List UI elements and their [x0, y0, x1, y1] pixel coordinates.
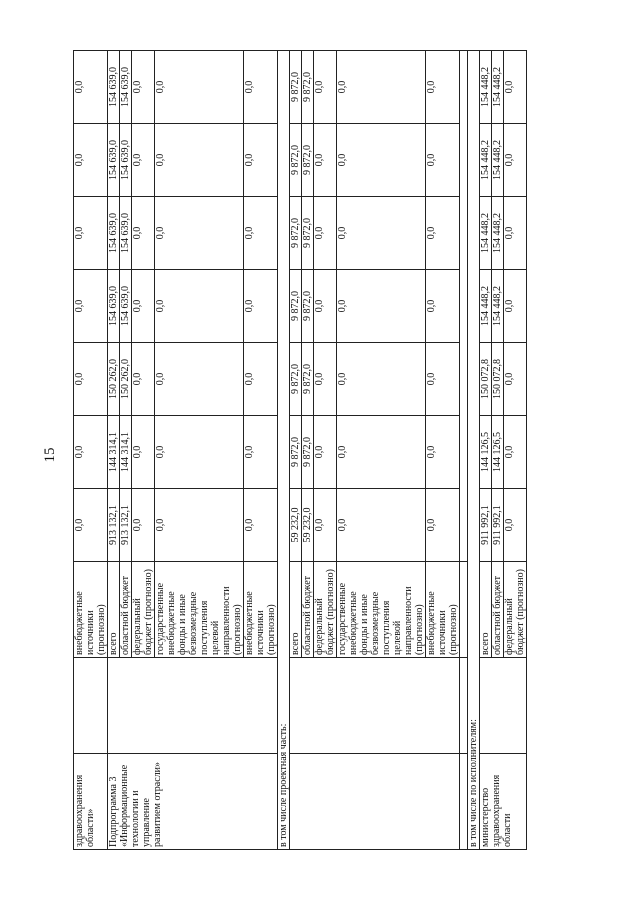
value-cell: 0,0	[426, 343, 460, 416]
value-cell: 154 639,0	[120, 270, 132, 343]
value-cell: 0,0	[132, 416, 155, 489]
value-cell: 9 872,0	[290, 51, 302, 124]
value-cell: 0,0	[426, 416, 460, 489]
value-cell: 154 448,2	[480, 270, 492, 343]
value-cell: 0,0	[132, 197, 155, 270]
value-cell: 154 448,2	[492, 51, 504, 124]
value-cell: 913 132,1	[120, 489, 132, 562]
source-label: всего	[480, 562, 492, 658]
value-cell: 0,0	[74, 124, 108, 197]
source-label: всего	[290, 562, 302, 658]
source-label: федеральный бюджет (прогнозно)	[504, 562, 527, 658]
value-cell: 154 639,0	[108, 51, 120, 124]
empty-cell	[290, 754, 460, 850]
value-cell: 0,0	[337, 197, 426, 270]
value-cell: 59 232,0	[290, 489, 302, 562]
table-row	[480, 51, 492, 850]
value-cell: 0,0	[132, 270, 155, 343]
value-cell: 0,0	[74, 416, 108, 489]
value-cell: 0,0	[314, 51, 337, 124]
value-cell: 0,0	[74, 343, 108, 416]
value-cell: 154 639,0	[120, 197, 132, 270]
value-cell: 0,0	[74, 489, 108, 562]
value-cell: 913 132,1	[108, 489, 120, 562]
value-cell: 154 448,2	[480, 51, 492, 124]
source-label: внебюджетные источники (прогнозно)	[426, 562, 460, 658]
table-row	[108, 51, 120, 850]
value-cell: 9 872,0	[302, 343, 314, 416]
value-cell: 154 448,2	[492, 197, 504, 270]
value-cell: 0,0	[504, 124, 527, 197]
executor-cell	[74, 658, 108, 754]
value-cell: 0,0	[244, 270, 278, 343]
value-cell: 144 314,1	[120, 416, 132, 489]
source-label: федеральный бюджет (прогнозно)	[314, 562, 337, 658]
value-cell: 154 448,2	[492, 124, 504, 197]
program-cell: Подпрограмма 3 «Информационные технологии и управление развитием отрасли»	[108, 754, 278, 850]
value-cell: 911 992,1	[480, 489, 492, 562]
value-cell: 150 072,8	[480, 343, 492, 416]
value-cell: 0,0	[155, 270, 244, 343]
value-cell: 911 992,1	[492, 489, 504, 562]
spacer-cell	[460, 658, 468, 754]
value-cell: 154 639,0	[108, 270, 120, 343]
source-label: областной бюджет	[120, 562, 132, 658]
value-cell: 154 448,2	[480, 124, 492, 197]
value-cell: 0,0	[244, 197, 278, 270]
value-cell: 0,0	[132, 124, 155, 197]
value-cell: 0,0	[155, 416, 244, 489]
value-cell: 0,0	[426, 489, 460, 562]
source-label: государственные внебюджетные фонды и иные безвозмездные поступления целевой направленности (прогнозно)	[155, 562, 244, 658]
program-cell: здравоохранения области»	[74, 754, 108, 850]
value-cell: 0,0	[314, 343, 337, 416]
source-label: государственные внебюджетные фонды и иные безвозмездные поступления целевой направленности (прогнозно)	[337, 562, 426, 658]
value-cell: 9 872,0	[290, 416, 302, 489]
value-cell: 0,0	[244, 489, 278, 562]
value-cell: 0,0	[337, 416, 426, 489]
source-label: внебюджетные источники (прогнозно)	[74, 562, 108, 658]
value-cell: 154 639,0	[120, 124, 132, 197]
value-cell: 0,0	[155, 489, 244, 562]
value-cell: 0,0	[504, 489, 527, 562]
value-cell: 0,0	[155, 51, 244, 124]
value-cell: 0,0	[504, 270, 527, 343]
spacer-cell	[460, 562, 468, 658]
value-cell: 9 872,0	[290, 270, 302, 343]
section-row	[468, 51, 480, 850]
table-row	[74, 51, 108, 850]
value-cell: 9 872,0	[290, 343, 302, 416]
budget-table	[73, 50, 527, 850]
source-label: федеральный бюджет (прогнозно)	[132, 562, 155, 658]
value-cell: 0,0	[155, 124, 244, 197]
value-cell: 154 448,2	[480, 197, 492, 270]
program-cell: министерство здравоохранения области	[480, 754, 527, 850]
spacer-cell	[460, 754, 468, 850]
value-cell: 9 872,0	[290, 197, 302, 270]
value-cell: 0,0	[74, 270, 108, 343]
value-cell: 154 639,0	[108, 197, 120, 270]
value-cell: 0,0	[74, 51, 108, 124]
source-label: всего	[108, 562, 120, 658]
source-label: областной бюджет	[492, 562, 504, 658]
value-cell: 9 872,0	[302, 416, 314, 489]
value-cell: 0,0	[314, 489, 337, 562]
value-cell: 0,0	[244, 416, 278, 489]
value-cell: 150 262,0	[108, 343, 120, 416]
value-cell: 0,0	[337, 343, 426, 416]
rotated-page	[73, 50, 595, 850]
value-cell: 154 448,2	[492, 270, 504, 343]
value-cell: 0,0	[337, 489, 426, 562]
value-cell: 9 872,0	[302, 51, 314, 124]
value-cell: 0,0	[132, 51, 155, 124]
value-cell: 150 072,8	[492, 343, 504, 416]
value-cell: 0,0	[132, 343, 155, 416]
value-cell: 0,0	[155, 343, 244, 416]
value-cell: 0,0	[244, 51, 278, 124]
value-cell: 144 314,1	[108, 416, 120, 489]
section-label: в том числе проектная часть:	[278, 51, 290, 850]
source-label: областной бюджет	[302, 562, 314, 658]
source-label: внебюджетные источники (прогнозно)	[244, 562, 278, 658]
executor-cell	[480, 658, 527, 754]
value-cell: 0,0	[426, 51, 460, 124]
value-cell: 144 126,5	[480, 416, 492, 489]
spacer-row	[460, 51, 468, 850]
value-cell: 0,0	[504, 197, 527, 270]
value-cell: 0,0	[504, 416, 527, 489]
spacer-cell	[460, 51, 468, 562]
value-cell: 0,0	[155, 197, 244, 270]
table-row	[290, 51, 302, 850]
value-cell: 0,0	[426, 124, 460, 197]
value-cell: 0,0	[314, 197, 337, 270]
value-cell: 154 639,0	[120, 51, 132, 124]
value-cell: 0,0	[314, 416, 337, 489]
value-cell: 0,0	[337, 51, 426, 124]
value-cell: 0,0	[132, 489, 155, 562]
value-cell: 150 262,0	[120, 343, 132, 416]
value-cell: 0,0	[74, 197, 108, 270]
value-cell: 154 639,0	[108, 124, 120, 197]
value-cell: 9 872,0	[290, 124, 302, 197]
executor-cell	[290, 658, 460, 754]
executor-cell	[108, 658, 278, 754]
value-cell: 0,0	[426, 270, 460, 343]
value-cell: 0,0	[337, 270, 426, 343]
value-cell: 0,0	[504, 51, 527, 124]
value-cell: 0,0	[244, 343, 278, 416]
value-cell: 9 872,0	[302, 124, 314, 197]
value-cell: 0,0	[426, 197, 460, 270]
section-label: в том числе по исполнителям:	[468, 51, 480, 850]
section-row	[278, 51, 290, 850]
value-cell: 0,0	[314, 270, 337, 343]
value-cell: 144 126,5	[492, 416, 504, 489]
page-number: 15	[41, 447, 58, 463]
value-cell: 0,0	[337, 124, 426, 197]
value-cell: 0,0	[244, 124, 278, 197]
value-cell: 0,0	[504, 343, 527, 416]
value-cell: 0,0	[314, 124, 337, 197]
value-cell: 9 872,0	[302, 270, 314, 343]
value-cell: 9 872,0	[302, 197, 314, 270]
value-cell: 59 232,0	[302, 489, 314, 562]
